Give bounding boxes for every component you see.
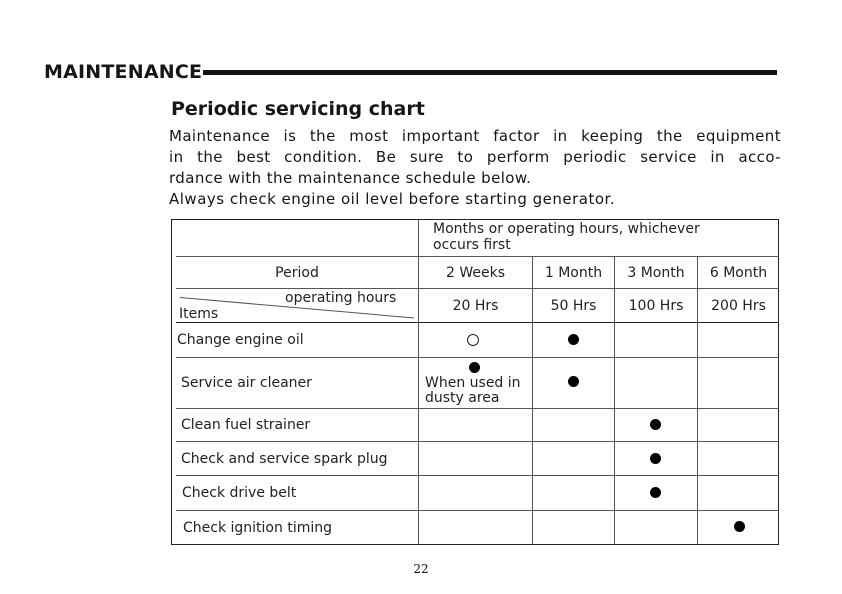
period-2-weeks: 2 Weeks: [445, 264, 505, 281]
hours-50: 50 Hrs: [550, 297, 597, 314]
filled-circle-icon: [568, 334, 579, 345]
period-6-month: 6 Month: [709, 264, 768, 281]
filled-circle-icon: [650, 419, 661, 430]
filled-circle-icon: [568, 376, 579, 387]
period-3-month: 3 Month: [627, 264, 685, 281]
item-check-spark-plug: Check and service spark plug: [181, 450, 388, 467]
period-label: Period: [275, 264, 319, 281]
page-number: 22: [413, 562, 429, 576]
item-service-air-cleaner: Service air cleaner: [181, 375, 312, 391]
hours-100: 100 Hrs: [628, 297, 684, 314]
title-rule: [203, 70, 777, 75]
header-note-line-1: Months or operating hours, whichever: [433, 221, 700, 237]
filled-circle-icon: [469, 362, 480, 373]
hours-20: 20 Hrs: [452, 297, 499, 314]
intro-paragraph: [169, 126, 781, 210]
intro-line-3: rdance with the maintenance schedule below.: [169, 169, 532, 187]
filled-circle-icon: [650, 487, 661, 498]
intro-line-1: Maintenance is the most important factor in keeping the equipment: [169, 127, 781, 145]
filled-circle-icon: [650, 453, 661, 464]
header-note-line-2: occurs first: [433, 237, 511, 253]
intro-line-4: Always check engine oil level before starting generator.: [169, 190, 616, 208]
item-change-engine-oil: Change engine oil: [177, 332, 304, 348]
period-1-month: 1 Month: [544, 264, 603, 281]
section-title: MAINTENANCE: [44, 61, 203, 83]
open-circle-icon: [467, 334, 479, 346]
dusty-area-note-line-1: When used in: [425, 375, 521, 391]
item-check-ignition-timing: Check ignition timing: [183, 519, 332, 536]
hours-200: 200 Hrs: [711, 297, 766, 314]
item-check-drive-belt: Check drive belt: [182, 485, 297, 501]
chart-title: Periodic servicing chart: [171, 98, 425, 120]
operating-hours-label: operating hours: [285, 290, 397, 306]
items-label: Items: [179, 306, 219, 322]
intro-line-2: in the best condition. Be sure to perform periodic service in acco-: [169, 148, 781, 166]
item-clean-fuel-strainer: Clean fuel strainer: [181, 417, 311, 433]
dusty-area-note-line-2: dusty area: [425, 390, 500, 406]
filled-circle-icon: [734, 521, 745, 532]
